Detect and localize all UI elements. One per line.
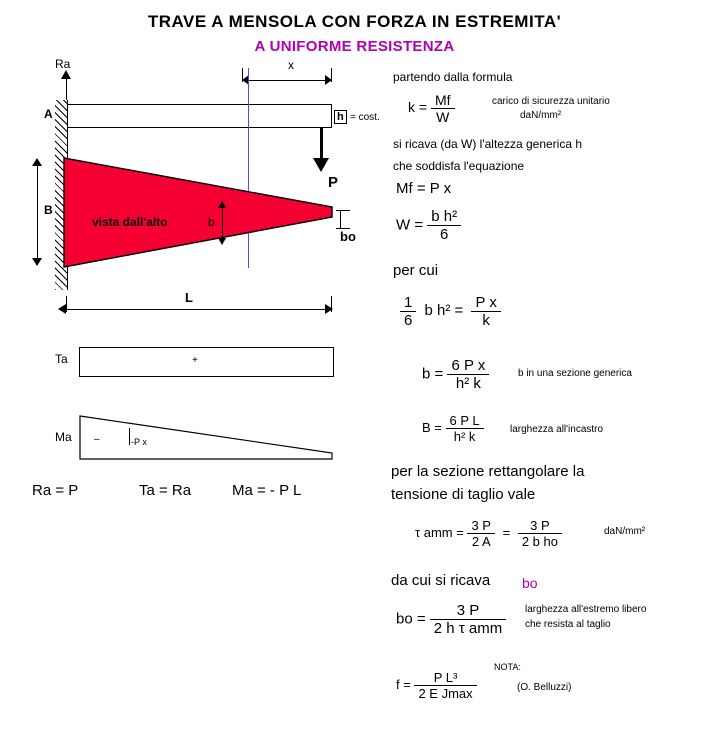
beam-elevation-bottom bbox=[66, 127, 332, 128]
note-k-line1: carico di sicurezza unitario bbox=[492, 96, 610, 107]
ma-sign-minus: – bbox=[94, 434, 100, 445]
formula-k-lhs: k = bbox=[408, 99, 428, 116]
l-dim-line bbox=[62, 309, 332, 310]
formula-eq-right-fraction bbox=[471, 294, 500, 329]
b-dim-line bbox=[37, 160, 38, 265]
formula-tau-fraction-2 bbox=[518, 518, 562, 549]
beam-elevation-top bbox=[66, 104, 332, 105]
formula-tau-equals: = bbox=[502, 524, 511, 540]
formula-eq-left-num: 1 bbox=[404, 294, 413, 311]
label-a: A bbox=[44, 107, 53, 121]
label-p: P bbox=[328, 174, 339, 191]
formula-tau-den-2: 2 b ho bbox=[518, 533, 562, 549]
note-shear-line2: tensione di taglio vale bbox=[391, 486, 536, 503]
label-b-small: b bbox=[208, 215, 215, 229]
formula-b-num: 6 P x bbox=[451, 357, 486, 374]
page-subtitle: A UNIFORME RESISTENZA bbox=[254, 38, 455, 55]
bo-tick-top bbox=[336, 210, 350, 211]
formula-w-num: b h² bbox=[431, 208, 458, 225]
formula-bo-den: 2 h τ amm bbox=[430, 619, 506, 637]
formula-B bbox=[422, 413, 484, 444]
formula-B-num: 6 P L bbox=[449, 413, 480, 428]
label-bo: bo bbox=[340, 229, 356, 244]
formula-f-num: P L³ bbox=[433, 670, 458, 685]
note-nota-author: (O. Belluzzi) bbox=[517, 682, 572, 693]
ma-tick bbox=[129, 428, 130, 445]
x-dim-tick-right bbox=[331, 68, 332, 82]
note-shear-line1: per la sezione rettangolare la bbox=[391, 463, 585, 480]
label-b-big: B bbox=[44, 203, 53, 217]
formula-bo bbox=[396, 602, 506, 637]
label-ma: Ma bbox=[55, 430, 72, 444]
note-b-generic: b in una sezione generica bbox=[518, 368, 632, 379]
formula-eq bbox=[400, 294, 501, 329]
formula-w-den: 6 bbox=[427, 225, 461, 243]
note-B: larghezza all'incastro bbox=[510, 424, 604, 435]
note-bo-line1: larghezza all'estremo libero bbox=[525, 604, 647, 615]
b-small-arrow-bottom bbox=[218, 238, 226, 245]
formula-w-fraction bbox=[427, 208, 461, 243]
label-h-const: = cost. bbox=[350, 112, 380, 123]
formula-eq-left-den: 6 bbox=[400, 311, 416, 329]
label-l: L bbox=[185, 290, 193, 305]
label-x: x bbox=[288, 58, 294, 72]
formula-eq-right-den: k bbox=[471, 311, 500, 329]
label-ta: Ta bbox=[55, 352, 68, 366]
ma-diagram bbox=[79, 415, 334, 463]
result-ra: Ra = P bbox=[32, 482, 79, 499]
label-h: h bbox=[334, 110, 347, 124]
result-ta: Ta = Ra bbox=[139, 482, 192, 499]
note-k-line2: daN/mm² bbox=[520, 110, 562, 121]
formula-bo-fraction bbox=[430, 602, 506, 637]
formula-b-fraction bbox=[447, 357, 489, 392]
formula-b-lhs: b = bbox=[422, 365, 444, 383]
ta-diagram-box bbox=[79, 347, 334, 377]
note-start: partendo dalla formula bbox=[393, 70, 513, 84]
formula-f-lhs: f = bbox=[396, 676, 411, 692]
l-tick-left bbox=[66, 296, 67, 312]
formula-B-lhs: B = bbox=[422, 419, 442, 435]
formula-w bbox=[396, 208, 461, 243]
note-nota-title: NOTA: bbox=[494, 662, 521, 672]
beam-elevation-right bbox=[331, 104, 332, 128]
formula-tau-num-2: 3 P bbox=[530, 518, 550, 533]
formula-tau-fraction-1 bbox=[467, 518, 495, 549]
note-per-cui: per cui bbox=[393, 262, 439, 279]
formula-b bbox=[422, 357, 489, 392]
formula-eq-right-num: P x bbox=[475, 294, 497, 311]
x-dim-tick-left bbox=[242, 68, 243, 82]
formula-f-fraction bbox=[414, 670, 476, 701]
formula-tau-lhs: τ amm = bbox=[415, 524, 464, 540]
b-small-arrow-top bbox=[218, 201, 226, 208]
formula-mf: Mf = P x bbox=[396, 180, 452, 197]
note-da-cui: da cui si ricava bbox=[391, 572, 491, 589]
formula-k-num: Mf bbox=[434, 92, 451, 108]
page-title: TRAVE A MENSOLA CON FORZA IN ESTREMITA' bbox=[147, 12, 562, 31]
note-da-cui-bo: bo bbox=[522, 575, 538, 591]
x-dim-line bbox=[242, 80, 332, 81]
ta-sign-plus: + bbox=[192, 355, 198, 366]
formula-B-fraction bbox=[446, 413, 484, 444]
result-ma: Ma = - P L bbox=[232, 482, 302, 499]
formula-tau-num-1: 3 P bbox=[471, 518, 491, 533]
formula-k bbox=[408, 92, 455, 125]
l-tick-right bbox=[331, 296, 332, 312]
formula-k-den: W bbox=[431, 108, 455, 125]
formula-eq-mid: b h² = bbox=[424, 302, 464, 320]
b-dim-arrow-top bbox=[32, 158, 42, 166]
formula-bo-num: 3 P bbox=[456, 602, 480, 619]
label-ra: Ra bbox=[55, 57, 71, 71]
note-derive-line2: che soddisfa l'equazione bbox=[393, 159, 525, 173]
ra-arrow-head bbox=[61, 70, 71, 79]
formula-k-fraction bbox=[431, 92, 455, 125]
l-dim-arrow-left bbox=[58, 304, 66, 314]
formula-f bbox=[396, 670, 477, 701]
label-plan-view: vista dall'alto bbox=[92, 215, 168, 229]
formula-B-den: h² k bbox=[446, 428, 484, 444]
formula-bo-lhs: bo = bbox=[396, 610, 426, 628]
ma-value-label: -P x bbox=[131, 437, 147, 447]
bo-dim-line bbox=[340, 210, 341, 228]
note-bo-line2: che resista al taglio bbox=[525, 619, 611, 630]
note-tau-units: daN/mm² bbox=[604, 526, 646, 537]
note-derive-line1: si ricava (da W) l'altezza generica h bbox=[393, 137, 583, 151]
formula-eq-left-fraction bbox=[400, 294, 416, 329]
formula-tau bbox=[415, 518, 562, 549]
b-dim-arrow-bottom bbox=[32, 258, 42, 266]
formula-w-lhs: W = bbox=[396, 216, 424, 234]
plan-view-triangle bbox=[60, 155, 345, 270]
formula-f-den: 2 E Jmax bbox=[414, 685, 476, 701]
formula-tau-den-1: 2 A bbox=[467, 533, 495, 549]
formula-b-den: h² k bbox=[447, 374, 489, 392]
